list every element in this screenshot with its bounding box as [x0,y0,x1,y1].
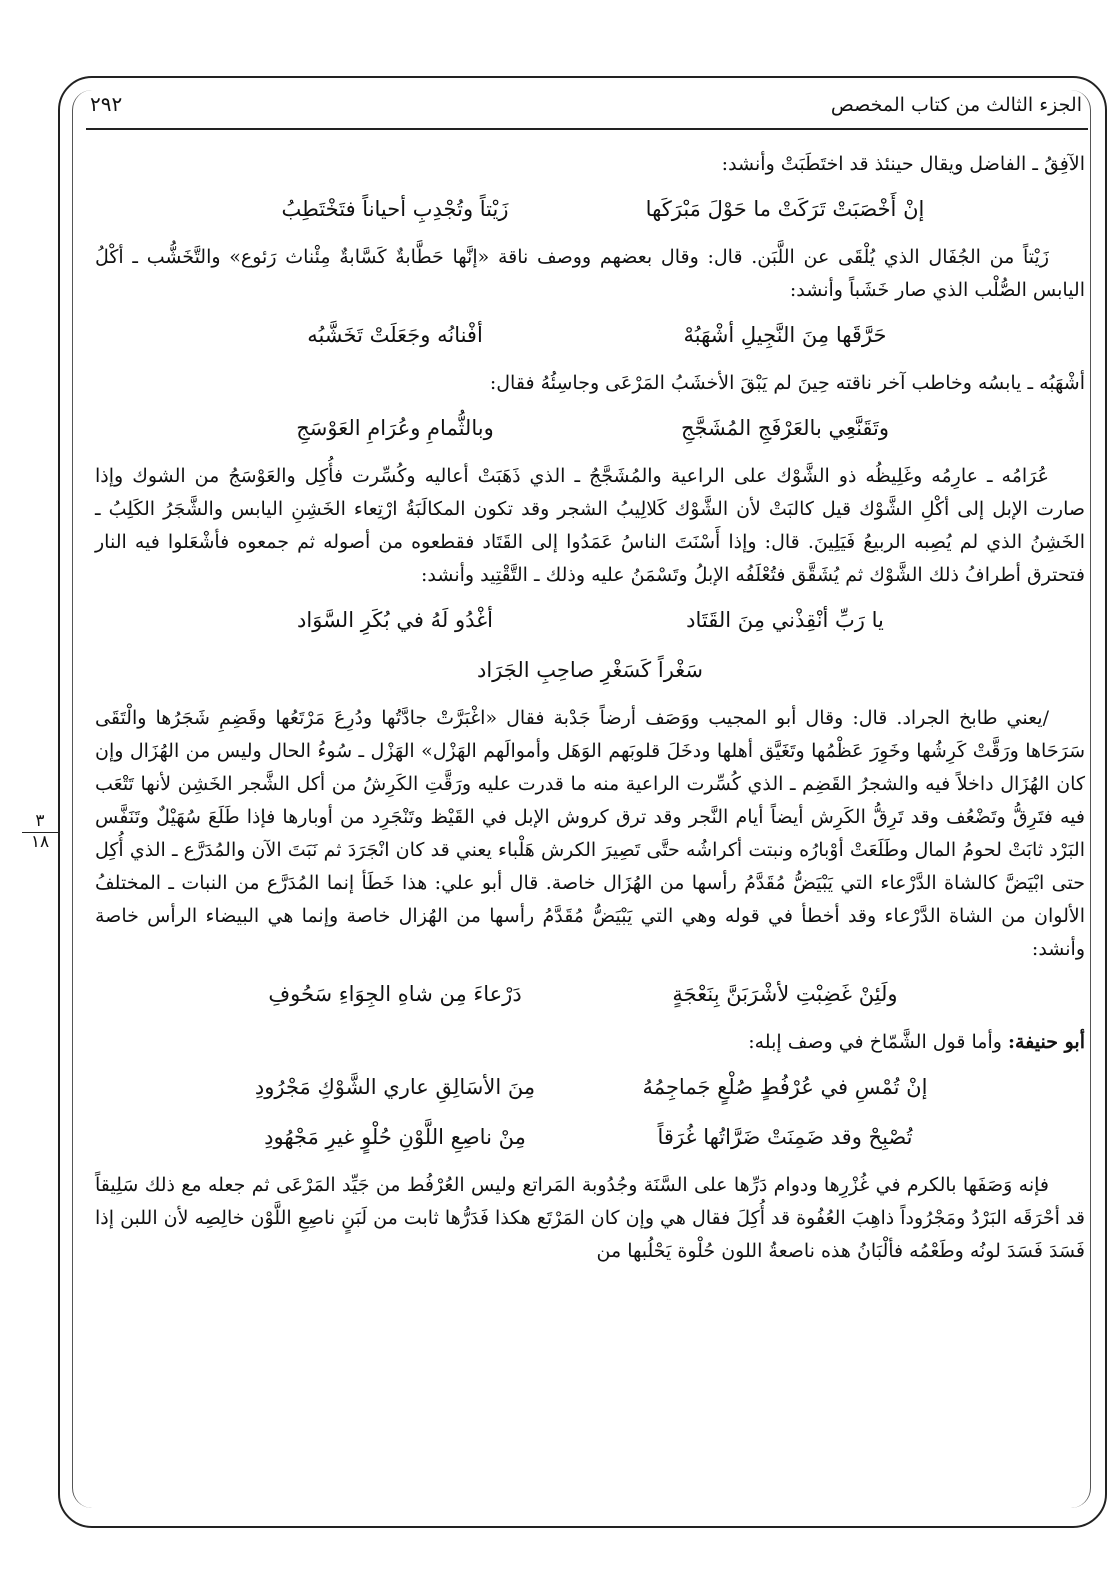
margin-note [22,812,58,851]
paragraph: الآفِقُ ـ الفاضل ويقال حينئذ قد اختَطَبَتْ وأنشد: [721,153,1085,175]
verse-hemistich-second: دَرْعاءَ مِن شاهِ الجِوَاءِ سَحُوفِ [268,982,522,1006]
poem-verse [95,1119,1085,1155]
page-body [95,148,1085,1278]
poem-verse [95,976,1085,1012]
verse-hemistich-first: سَغْراً كَسَغْرِ صاحِبِ الجَرَاد [476,658,704,682]
paragraph-text: وأما قول الشَّمّاخ في وصف إبله: [748,1031,1008,1053]
verse-hemistich-first: تُصْبِحْ وقد ضَمِنَتْ ضَرَّاتُها غُرَقاً [657,1125,913,1149]
verse-hemistich-second: وبالثُّمامِ وعُرَامِ العَوْسَجِ [296,416,494,440]
running-title: الجزء الثالث من كتاب المخصص [830,94,1082,116]
poem-verse [95,1069,1085,1105]
verse-hemistich-second: مِنْ ناصِعِ اللَّوْنِ حُلْوٍ غيرِ مَجْهُودِ [264,1125,526,1149]
verse-hemistich-second: أغْدُو لَهُ في بُكَرِ السَّوَاد [297,608,493,632]
verse-hemistich-first: إنْ تُمْسِ في عُرْفُطٍ صُلْعٍ جَماجِمُهُ [642,1075,928,1099]
verse-hemistich-first: إنْ أَخْصَبَتْ تَرَكَتْ ما حَوْلَ مَبْرَكَها [645,197,925,221]
paragraph: زَيْتاً من الجُفَال الذي يُلْقَى عن اللَّبَن. قال: وقال بعضهم ووصف ناقة «إنَّها حَطَّابةٌ كَسَّابةٌ مِئْناث رَئوع» والتَّخَشُّب ـ أكْلُ اليابس الصُّلْب الذي صار خَشَباً وأنشد: [95,246,1085,301]
margin-note-bottom: ١٨ [30,832,50,852]
speaker-lead: أبو حنيفة: [1007,1031,1085,1053]
poem-verse [95,410,1085,446]
verse-hemistich-second: مِنَ الأسَالِقِ عاري الشَّوْكِ مَجْرُودِ [254,1075,536,1099]
margin-note-top: ٣ [22,812,58,833]
page-number: ٢٩٢ [90,92,123,116]
verse-hemistich-first: يا رَبِّ أنْقِذْني مِنَ القَتَاد [686,608,884,632]
paragraph: عُرَامُه ـ عارِمُه وغَلِيظُه ذو الشَّوْك على الراعية والمُشَجَّجُ ـ الذي ذَهَبَتْ أعاليه وكُسِّرت فأُكِل والعَوْسَجُ من الشوك وإذا صارت الإبل إلى أكْلِ الشَّوْك قيل كالبَتْ لأن الشَّوْك كَلالِيبُ الشجر وقد تكون المكالَبَةُ ارْتِعاء الخَشِنِ اليابس والشَّجَرُ الكَلِبُ ـ الخَشِنُ الذي لم يُصِبه الربيعُ فَيَلِينَ. قال: وإذا أَسْنَتَ الناسُ عَمَدُوا إلى القَتَاد فقطعوه من أصوله ثم جمعوه فأشْعَلوا فيه النار فتحترق أطرافُ ذلك الشَّوْك ثم يُشَقَّق فتُعْلَفُه الإبلُ وتَسْمَنُ عليه وذلك ـ التَّقْتِيد وأنشد: [95,465,1085,586]
paragraph: /يعني طابخ الجراد. قال: وقال أبو المجيب ووَصَف أرضاً جَدْبة فقال «اغْبَرَّتْ جادَّتُها ودُرِعَ مَرْتَعُها وقَضِمِ شَجَرُها والْتَقَى سَرَحَاها ورَقَّتْ كَرِشُها وخَوِرَ عَظْمُها وتَغَيَّق أهلها ودخَلَ قلوبَهم الوَهَل وأموالَهم الهَزْل» الهَزْل ـ سُوءُ الحال وليس من الهُزَال وإن كان الهُزَال داخلاً فيه والشجرُ القَضِم ـ الذي كُسِّرت الراعية منه ما قدرت عليه ورَقَّتِ الكَرِشُ من أكل الشَّجر الخَشِن لأنها تَتْعَب فيه فتَرِقُّ وتَضْعُف وقد تَرِقُّ الكَرِش أيضاً أيام النَّجر وقد ترق كروش الإبل في القَيْظ وتَنْجَرِد من أوبارها فإذا طَلَعَ سُهَيْلٌ وتَنَفَّس البَرْد ثابَتْ لحومُ المال وطَلَعَتْ أوْبارُه ونبتت أكراشُه حتَّى تَصِيرَ الكرش هَلْباء يعني قد كان انْجَرَدَ ثم نَبَتَ الآن والمُدَرَّع ـ الذي أُكِل حتى ابْيَضَّ كالشاة الدَّرْعاء التي يَبْيَضُّ مُقَدَّمُ رأسها من الهُزَال خاصة. قال أبو علي: هذا خَطَأ إنما المُدَرَّع من النبات ـ المختلفُ الألوان من الشاة الدَّرْعاء وقد أخطأ في قوله وهي التي يَبْيَضُّ مُقَدَّمُ رأسها من الهُزال خاصة وإنما هي البيضاء الرأس خاصة وأنشد: [95,707,1085,960]
verse-hemistich-second: زَيْتاً وتُجْدِبِ أحياناً فتَخْتَطِبُ [281,197,509,221]
paragraph [95,1026,1085,1059]
verse-hemistich-first: ولَئِنْ غَضِبْتِ لأشْرَبَنَّ بِنَعْجَةٍ [672,982,898,1006]
poem-verse [95,652,1085,688]
verse-hemistich-first: وتَقَنَّعِي بالعَرْفَجِ المُشَجَّجِ [680,416,890,440]
poem-verse [95,602,1085,638]
poem-verse [95,317,1085,353]
paragraph: فإنه وَصَفَها بالكرم في غُزْرِها ودوام دَرِّها على السَّنَة وجُدُوبة المَراتع وليس العُرْفُط من جَيِّد المَرْعَى ثم جعله مع ذلك سَلِيقاً قد أحْرَقَه البَرْدُ ومَجْرُوداً ذاهِبَ العُفُوة قد أُكِلَ فقال هي وإن كان المَرْتَع هكذا فَدَرُّها ثابت من لَبَنٍ ناصِعِ اللَّوْن خالِصِه لأن اللبن إذا فَسَدَ فَسَدَ لونُه وطَعْمُه فألْبَانُ هذه ناصعةُ اللون حُلْوة يَحْلُبها من [95,1174,1085,1262]
poem-verse [95,191,1085,227]
paragraph: أشْهَبُه ـ يابسُه وخاطب آخر ناقته حِينَ لم يَبْقَ الأخشَبُ المَرْعَى وجاسِئُهُ فقال: [489,372,1085,394]
page-header [86,82,1086,126]
verse-hemistich-second: أفْنانُه وجَعَلَتْ تَخَشَّبُه [307,323,483,347]
verse-hemistich-first: حَرَّقَها مِنَ النَّجِيلِ أشْهَبُهْ [683,323,887,347]
header-rule [86,128,1088,130]
